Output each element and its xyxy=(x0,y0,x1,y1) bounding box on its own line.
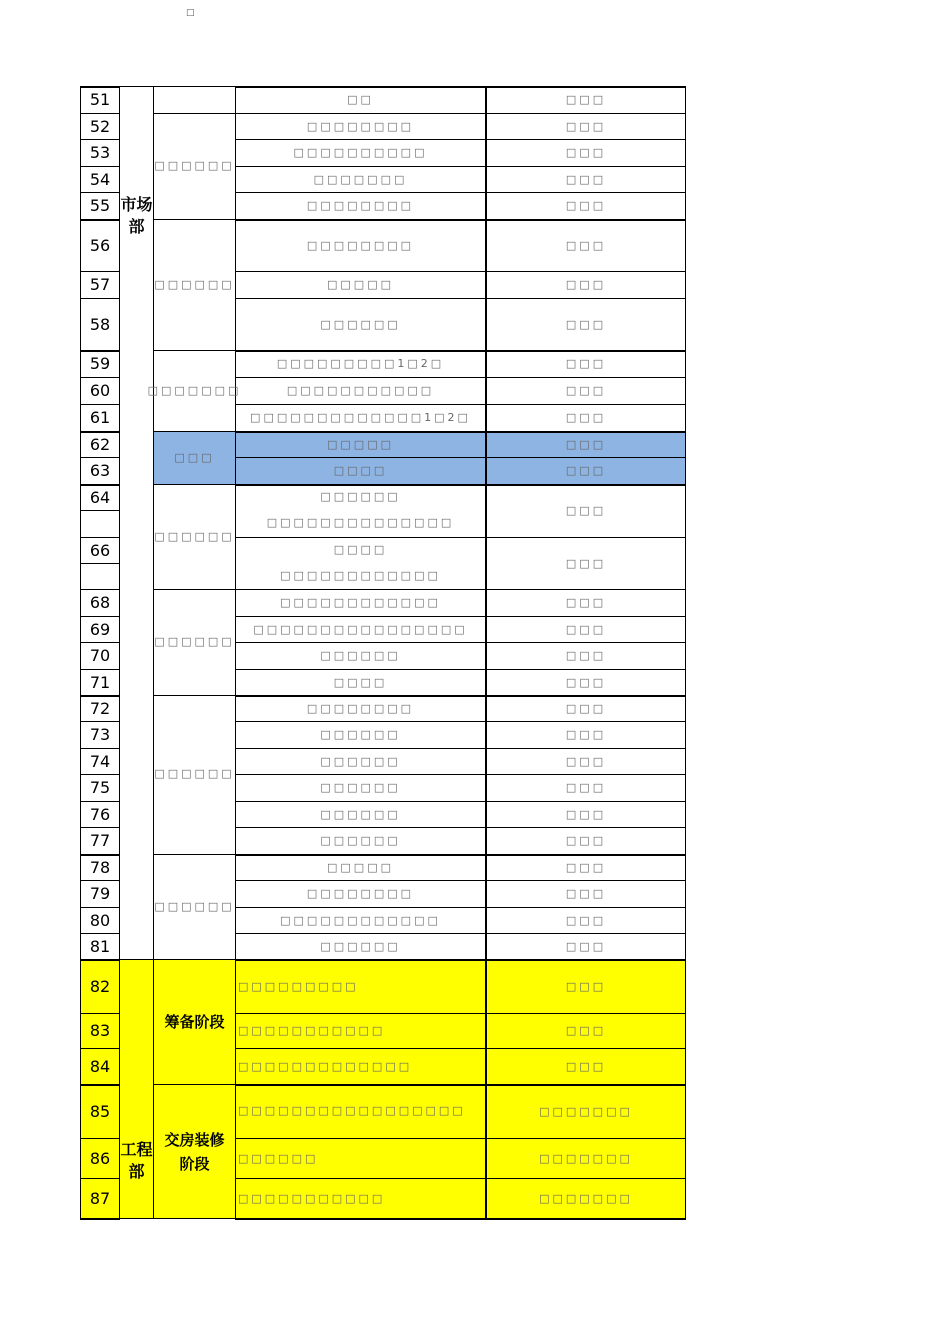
task-item: □□□□□ xyxy=(327,278,394,291)
task-item-cell xyxy=(236,484,485,536)
grid-line xyxy=(80,1138,120,1139)
grid-line xyxy=(235,350,686,352)
grid-line xyxy=(685,86,686,1219)
grid-line xyxy=(80,271,120,272)
task-owner: □□□ xyxy=(565,939,607,953)
row-number: 68 xyxy=(89,593,111,612)
row-number: 77 xyxy=(89,831,111,850)
task-item: □□□□□□ xyxy=(320,728,401,741)
grid-line xyxy=(80,880,120,881)
grid-line xyxy=(80,192,120,193)
grid-line xyxy=(80,933,120,934)
row-number: 66 xyxy=(89,540,111,560)
task-table xyxy=(80,86,686,1219)
grid-line xyxy=(235,616,686,617)
grid-line xyxy=(80,959,120,961)
task-item-line: □□□□□□□□□□□□□□ xyxy=(266,516,455,529)
dept-market-label xyxy=(120,181,153,251)
row-number: 52 xyxy=(89,116,111,136)
group-label: □□□ xyxy=(174,451,215,464)
task-item: □□□□□ xyxy=(327,437,394,451)
grid-line xyxy=(235,219,686,221)
task-owner: □□□ xyxy=(565,887,607,900)
grid-line xyxy=(80,827,120,828)
row-number: 62 xyxy=(89,434,111,454)
grid-line xyxy=(235,537,686,538)
grid-line xyxy=(153,113,236,114)
grid-line xyxy=(235,933,686,934)
grid-line xyxy=(235,907,686,908)
task-owner: □□□ xyxy=(565,199,607,212)
task-item: □□□□□□□□□□□□□□□□□ xyxy=(238,1104,466,1117)
task-item: □□□□□ xyxy=(327,860,394,874)
stray-mark: □ xyxy=(186,8,195,18)
grid-line xyxy=(235,589,686,590)
group-label: □□□□□□ xyxy=(154,635,235,648)
grid-line xyxy=(153,484,236,485)
task-owner: □□□ xyxy=(565,1024,607,1037)
grid-line xyxy=(80,431,120,433)
dept-engineering-label xyxy=(120,1126,153,1196)
row-number: 86 xyxy=(89,1148,111,1168)
grid-line xyxy=(235,827,686,828)
row-number: 75 xyxy=(89,778,111,797)
grid-line xyxy=(80,721,120,722)
grid-line xyxy=(80,695,120,697)
group-label: 筹备阶段 xyxy=(164,1013,225,1031)
dept-engineering-text: 工程部 xyxy=(120,1140,153,1181)
grid-line xyxy=(80,350,120,352)
row-number: 56 xyxy=(89,235,111,255)
task-item: □□ xyxy=(347,93,374,106)
grid-line xyxy=(80,113,120,114)
row-number: 78 xyxy=(89,857,111,877)
grid-line xyxy=(235,774,686,775)
grid-line xyxy=(80,616,120,617)
task-owner: □□□ xyxy=(565,464,607,477)
grid-line xyxy=(80,801,120,802)
grid-line xyxy=(80,774,120,775)
grid-line xyxy=(153,350,236,351)
grid-line xyxy=(80,748,120,749)
grid-line xyxy=(80,563,120,564)
grid-line xyxy=(235,1084,686,1086)
grid-line xyxy=(153,86,236,87)
grid-line xyxy=(235,721,686,722)
row-number: 60 xyxy=(89,381,111,400)
grid-line xyxy=(119,1218,154,1219)
task-owner: □□□ xyxy=(565,781,607,794)
group-label: □□□□□□ xyxy=(154,277,235,291)
task-owner: □□□ xyxy=(565,238,607,252)
row-number: 74 xyxy=(89,751,111,771)
group-label: 交房装修阶段 xyxy=(164,1131,225,1173)
grid-line xyxy=(235,669,686,670)
grid-line xyxy=(80,298,120,299)
grid-line xyxy=(80,484,120,486)
grid-line xyxy=(119,959,154,960)
task-item: □□□□□□□□ xyxy=(306,701,415,715)
grid-line xyxy=(235,113,686,114)
row-number: 64 xyxy=(89,487,111,507)
grid-line xyxy=(80,854,120,856)
grid-line xyxy=(235,1178,686,1179)
task-item: □□□□□□□□□□□ xyxy=(238,1192,386,1205)
row-number: 59 xyxy=(89,354,111,373)
grid-line xyxy=(119,86,120,1219)
task-item: □□□□□□□□ xyxy=(306,119,415,133)
row-number: 84 xyxy=(89,1056,111,1076)
grid-line xyxy=(235,959,686,961)
task-item: □□□□□□ xyxy=(320,754,401,768)
grid-line xyxy=(235,139,686,140)
grid-line xyxy=(235,457,686,458)
task-owner: □□□ xyxy=(565,834,607,847)
task-owner: □□□ xyxy=(565,807,607,821)
task-owner: □□□ xyxy=(565,172,607,186)
row-number: 57 xyxy=(89,275,111,294)
task-owner: □□□□□□□ xyxy=(539,1192,633,1205)
grid-line xyxy=(235,695,686,697)
row-number: 81 xyxy=(89,936,111,956)
grid-line xyxy=(235,880,686,881)
task-item: □□□□□□ xyxy=(320,781,401,794)
group-label: □□□□□□ xyxy=(154,899,235,913)
row-number: 69 xyxy=(89,619,111,639)
grid-line xyxy=(235,271,686,272)
grid-line xyxy=(80,1178,120,1179)
grid-line xyxy=(80,642,120,643)
grid-line xyxy=(235,484,686,486)
task-item-line: □□□□□□ xyxy=(320,490,401,503)
grid-line xyxy=(80,139,120,140)
task-item-line: □□□□ xyxy=(333,543,388,556)
grid-line xyxy=(235,1138,686,1139)
task-owner: □□□ xyxy=(565,596,607,609)
task-owner: □□□ xyxy=(565,384,607,397)
task-owner: □□□ xyxy=(565,357,607,370)
row-number: 63 xyxy=(89,461,111,480)
grid-line xyxy=(235,801,686,802)
grid-line xyxy=(80,669,120,670)
row-number: 73 xyxy=(89,725,111,744)
task-owner: □□□ xyxy=(565,701,607,715)
task-item: □□□□□□ xyxy=(320,834,401,847)
task-item: □□□□ xyxy=(333,464,388,477)
grid-line xyxy=(153,854,236,855)
task-item: □□□□□□□□□□□□ xyxy=(280,913,441,927)
task-owner: □□□ xyxy=(565,119,607,133)
grid-line xyxy=(80,1013,120,1014)
row-number: 87 xyxy=(89,1189,111,1208)
task-item-line: □□□□□□□□□□□□ xyxy=(280,569,441,582)
task-item: □□□□□□□□□ xyxy=(238,979,359,993)
grid-line xyxy=(80,1048,120,1049)
task-owner: □□□ xyxy=(565,317,607,331)
row-number: 80 xyxy=(89,910,111,930)
task-item: □□□□□□□□□□□□□ xyxy=(238,1059,413,1073)
task-item: □□□□ xyxy=(333,675,388,689)
task-item: □□□□□□□□□□□□□1□2□ xyxy=(250,411,471,424)
task-owner: □□□ xyxy=(565,913,607,927)
grid-line xyxy=(153,959,236,960)
task-item: □□□□□□□□□□□□ xyxy=(280,596,441,609)
grid-line xyxy=(80,404,120,405)
grid-line xyxy=(235,1218,686,1220)
task-owner: □□□ xyxy=(565,1059,607,1073)
task-owner: □□□ xyxy=(565,979,607,993)
task-owner: □□□ xyxy=(565,503,607,517)
grid-line xyxy=(153,695,236,696)
row-number: 70 xyxy=(89,646,111,665)
row-number: 82 xyxy=(89,976,111,996)
grid-line xyxy=(153,1084,236,1085)
dept-market-text: 市场部 xyxy=(120,195,153,236)
grid-line xyxy=(153,219,236,220)
grid-line xyxy=(80,510,120,511)
group-label: □□□□□□ xyxy=(154,530,235,543)
grid-line xyxy=(80,589,120,590)
grid-line xyxy=(80,219,120,221)
task-item: □□□□□□ xyxy=(320,807,401,821)
row-number: 85 xyxy=(89,1101,111,1121)
grid-line xyxy=(235,86,686,88)
row-number: 61 xyxy=(89,408,111,427)
task-item: □□□□□□□□ xyxy=(306,199,415,212)
task-item: □□□□□□□□□□□ xyxy=(238,1024,386,1037)
group-label: □□□□□□□ xyxy=(147,384,242,397)
task-item: □□□□□□□□□□ xyxy=(293,146,428,159)
task-item: □□□□□□ xyxy=(320,317,401,331)
group-label: □□□□□□ xyxy=(154,767,235,780)
grid-line xyxy=(80,377,120,378)
row-number: 71 xyxy=(89,672,111,692)
grid-line xyxy=(153,589,236,590)
task-owner: □□□ xyxy=(565,556,607,570)
grid-line xyxy=(119,86,154,87)
row-number: 72 xyxy=(89,698,111,718)
grid-line xyxy=(235,748,686,749)
task-item: □□□□□□ xyxy=(238,1151,319,1165)
task-owner: □□□ xyxy=(565,437,607,451)
task-owner: □□□ xyxy=(565,728,607,741)
row-number: 53 xyxy=(89,143,111,162)
row-number: 79 xyxy=(89,884,111,903)
row-number: 54 xyxy=(89,169,111,189)
grid-line xyxy=(80,1218,120,1220)
grid-line xyxy=(235,1013,686,1014)
grid-line xyxy=(80,166,120,167)
grid-line xyxy=(153,1218,236,1219)
grid-line xyxy=(153,431,236,432)
task-owner: □□□ xyxy=(565,93,607,106)
task-item-cell xyxy=(236,537,485,589)
grid-line xyxy=(235,642,686,643)
task-item: □□□□□□□□ xyxy=(306,887,415,900)
task-item: □□□□□□□ xyxy=(313,172,408,186)
task-item: □□□□□□□□□□□□□□□□ xyxy=(253,622,468,636)
grid-line xyxy=(235,166,686,167)
task-owner: □□□ xyxy=(565,146,607,159)
grid-line xyxy=(235,192,686,193)
task-owner: □□□□□□□ xyxy=(539,1151,633,1165)
group-label: □□□□□□ xyxy=(154,158,235,172)
grid-line xyxy=(235,1048,686,1049)
grid-line xyxy=(80,86,120,88)
task-owner: □□□ xyxy=(565,622,607,636)
task-item: □□□□□□ xyxy=(320,939,401,953)
task-owner: □□□ xyxy=(565,675,607,689)
grid-line xyxy=(80,907,120,908)
row-number: 83 xyxy=(89,1021,111,1040)
task-owner: □□□ xyxy=(565,278,607,291)
grid-line xyxy=(235,404,686,405)
task-item: □□□□□□□□□1□2□ xyxy=(276,357,445,370)
grid-line xyxy=(80,457,120,458)
row-number: 76 xyxy=(89,804,111,824)
grid-line xyxy=(235,854,686,856)
task-owner: □□□ xyxy=(565,860,607,874)
task-owner: □□□ xyxy=(565,411,607,424)
row-number: 55 xyxy=(89,196,111,215)
grid-line xyxy=(235,298,686,299)
task-owner: □□□ xyxy=(565,649,607,662)
row-number: 51 xyxy=(89,90,111,109)
task-owner: □□□□□□□ xyxy=(539,1104,633,1118)
task-item: □□□□□□□□ xyxy=(306,238,415,252)
grid-line xyxy=(80,1084,120,1086)
task-owner: □□□ xyxy=(565,754,607,768)
grid-line xyxy=(235,431,686,433)
grid-line xyxy=(235,377,686,378)
grid-line xyxy=(80,537,120,538)
row-number: 58 xyxy=(89,314,111,334)
task-item: □□□□□□ xyxy=(320,649,401,662)
task-item: □□□□□□□□□□□ xyxy=(286,384,435,397)
